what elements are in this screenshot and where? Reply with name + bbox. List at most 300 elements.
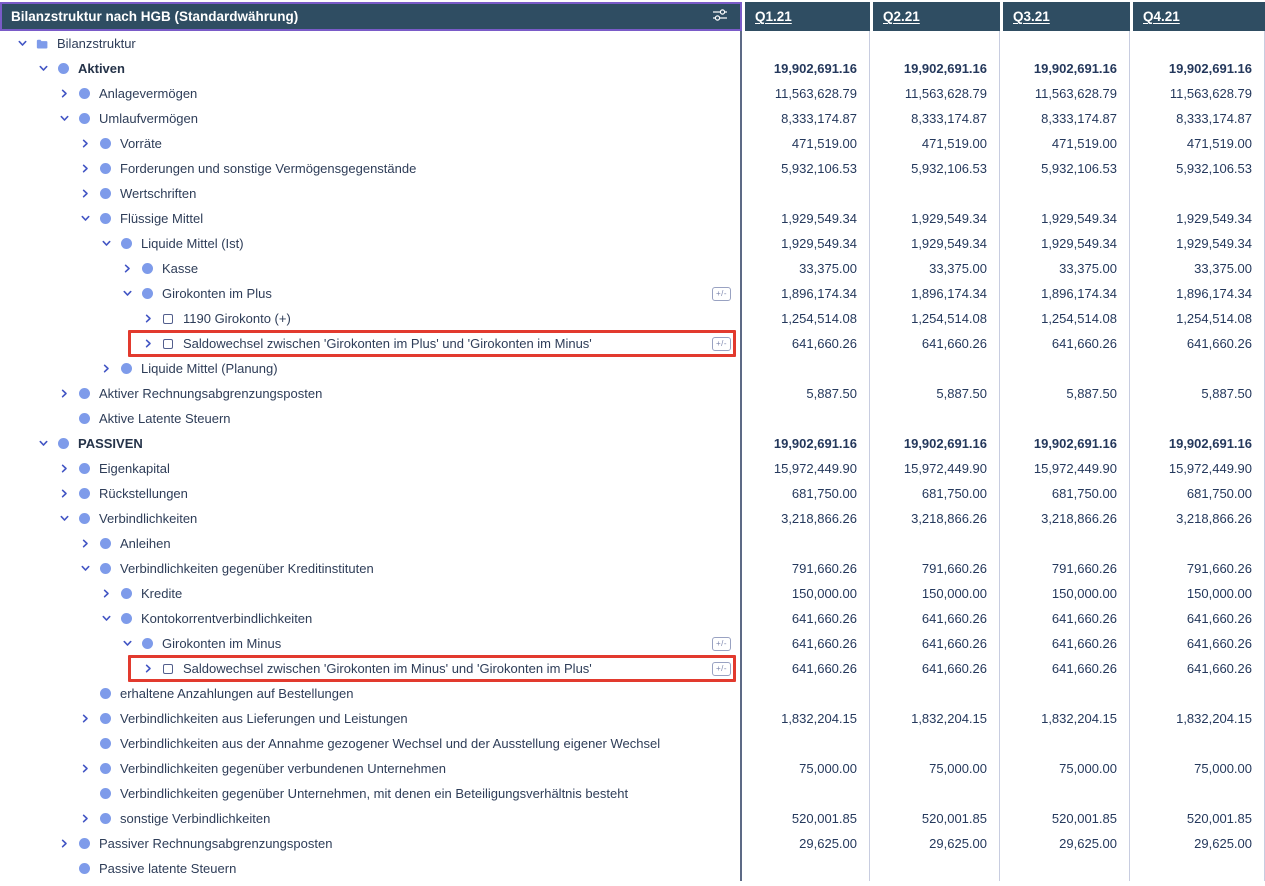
- tree-row: [0, 831, 1265, 856]
- balance-swap-badge[interactable]: +/-: [712, 287, 731, 301]
- node-icon: [78, 113, 90, 125]
- chevron-right-icon[interactable]: [57, 388, 71, 399]
- node-icon: [57, 63, 69, 75]
- value-cell-q3-21: 19,902,691.16: [1000, 56, 1130, 81]
- tree-node[interactable]: [0, 81, 742, 106]
- tree-row: [0, 531, 1265, 556]
- node-icon: [99, 788, 111, 800]
- tree-row: [0, 856, 1265, 881]
- tree-node[interactable]: [0, 156, 742, 181]
- value-cell-q4-21: [1130, 181, 1265, 206]
- value-cell-q3-21: 75,000.00: [1000, 756, 1130, 781]
- value-cell-q1-21: 19,902,691.16: [742, 431, 870, 456]
- value-cell-q1-21: 11,563,628.79: [742, 81, 870, 106]
- value-cell-q3-21: [1000, 181, 1130, 206]
- value-cell-q2-21: [870, 356, 1000, 381]
- value-cell-q2-21: 641,660.26: [870, 331, 1000, 356]
- tree-item-label: Verbindlichkeiten aus der Annahme gezogener Wechsel und der Ausstellung eigener Wechsel: [120, 736, 661, 751]
- tree-item-label: Verbindlichkeiten gegenüber Kreditinstituten: [120, 561, 374, 576]
- tree-row: [0, 806, 1265, 831]
- tree-node[interactable]: [0, 131, 742, 156]
- value-cell-q1-21: 1,929,549.34: [742, 231, 870, 256]
- node-icon: [78, 388, 90, 400]
- node-icon: [78, 863, 90, 875]
- value-cell-q4-21: 5,932,106.53: [1130, 156, 1265, 181]
- value-cell-q3-21: 641,660.26: [1000, 631, 1130, 656]
- value-cell-q2-21: [870, 781, 1000, 806]
- value-cell-q3-21: [1000, 856, 1130, 881]
- value-cell-q2-21: 11,563,628.79: [870, 81, 1000, 106]
- value-cell-q3-21: [1000, 31, 1130, 56]
- tree-row: [0, 756, 1265, 781]
- node-icon: [99, 738, 111, 750]
- value-cell-q1-21: [742, 781, 870, 806]
- node-icon: [99, 713, 111, 725]
- value-cell-q1-21: 19,902,691.16: [742, 56, 870, 81]
- value-cell-q3-21: 471,519.00: [1000, 131, 1130, 156]
- tree-node[interactable]: [0, 456, 742, 481]
- value-cell-q3-21: 150,000.00: [1000, 581, 1130, 606]
- tree-node[interactable]: [0, 481, 742, 506]
- node-icon: [78, 488, 90, 500]
- tree-item-label: Verbindlichkeiten: [99, 511, 198, 526]
- tree-node[interactable]: [0, 806, 742, 831]
- value-cell-q3-21: 15,972,449.90: [1000, 456, 1130, 481]
- value-cell-q2-21: 75,000.00: [870, 756, 1000, 781]
- value-cell-q4-21: 641,660.26: [1130, 631, 1265, 656]
- value-cell-q1-21: 791,660.26: [742, 556, 870, 581]
- node-icon: [141, 263, 153, 275]
- chevron-right-icon[interactable]: [78, 763, 92, 774]
- balance-swap-badge[interactable]: +/-: [712, 637, 731, 651]
- value-cell-q4-21: 1,929,549.34: [1130, 206, 1265, 231]
- value-cell-q2-21: 641,660.26: [870, 606, 1000, 631]
- tree-row: [0, 81, 1265, 106]
- value-cell-q4-21: 33,375.00: [1130, 256, 1265, 281]
- value-cell-q1-21: [742, 181, 870, 206]
- value-cell-q1-21: 33,375.00: [742, 256, 870, 281]
- value-cell-q3-21: [1000, 681, 1130, 706]
- node-icon: [99, 688, 111, 700]
- chevron-right-icon[interactable]: [78, 138, 92, 149]
- structure-title-cell[interactable]: [0, 2, 742, 31]
- value-cell-q1-21: 641,660.26: [742, 631, 870, 656]
- chevron-right-icon[interactable]: [141, 338, 155, 349]
- chevron-down-icon[interactable]: [99, 238, 113, 249]
- value-cell-q3-21: 1,929,549.34: [1000, 231, 1130, 256]
- value-cell-q3-21: 681,750.00: [1000, 481, 1130, 506]
- value-cell-q1-21: [742, 31, 870, 56]
- tree-node[interactable]: [0, 231, 742, 256]
- value-cell-q1-21: 75,000.00: [742, 756, 870, 781]
- page-title: Bilanzstruktur nach HGB (Standardwährung): [11, 9, 299, 24]
- tree-node[interactable]: [0, 656, 742, 681]
- tree-node[interactable]: [0, 256, 742, 281]
- tree-item-label: Vorräte: [120, 136, 162, 151]
- value-cell-q3-21: [1000, 356, 1130, 381]
- chevron-down-icon[interactable]: [57, 113, 71, 124]
- chevron-down-icon[interactable]: [36, 438, 50, 449]
- value-cell-q2-21: 791,660.26: [870, 556, 1000, 581]
- column-header-q4-21[interactable]: [1133, 2, 1265, 31]
- tree-node[interactable]: [0, 681, 742, 706]
- value-cell-q1-21: 15,972,449.90: [742, 456, 870, 481]
- chevron-right-icon[interactable]: [120, 263, 134, 274]
- value-cell-q3-21: 791,660.26: [1000, 556, 1130, 581]
- tree-row: [0, 206, 1265, 231]
- value-cell-q1-21: [742, 406, 870, 431]
- tree-item-label: Aktive Latente Steuern: [99, 411, 231, 426]
- node-icon: [120, 613, 132, 625]
- chevron-right-icon[interactable]: [57, 463, 71, 474]
- value-cell-q1-21: 5,887.50: [742, 381, 870, 406]
- chevron-spacer: [78, 788, 92, 799]
- value-cell-q2-21: [870, 181, 1000, 206]
- tree-item-label: 1190 Girokonto (+): [183, 311, 291, 326]
- value-cell-q4-21: [1130, 856, 1265, 881]
- value-cell-q2-21: 1,832,204.15: [870, 706, 1000, 731]
- node-icon: [141, 638, 153, 650]
- chevron-spacer: [57, 863, 71, 874]
- tree-row: [0, 631, 1265, 656]
- value-cell-q1-21: 471,519.00: [742, 131, 870, 156]
- node-icon: [99, 163, 111, 175]
- value-cell-q3-21: 29,625.00: [1000, 831, 1130, 856]
- value-cell-q1-21: 150,000.00: [742, 581, 870, 606]
- value-cell-q2-21: 19,902,691.16: [870, 56, 1000, 81]
- chevron-down-icon[interactable]: [120, 638, 134, 649]
- tree-item-label: PASSIVEN: [78, 436, 143, 451]
- value-cell-q3-21: [1000, 531, 1130, 556]
- tree-row: [0, 506, 1265, 531]
- node-icon: [99, 188, 111, 200]
- tree-row: [0, 656, 1265, 681]
- value-cell-q4-21: 641,660.26: [1130, 331, 1265, 356]
- tree-row: [0, 156, 1265, 181]
- tree-item-label: Saldowechsel zwischen 'Girokonten im Plus' und 'Girokonten im Minus': [183, 336, 592, 351]
- value-cell-q1-21: 1,896,174.34: [742, 281, 870, 306]
- chevron-spacer: [57, 413, 71, 424]
- value-cell-q2-21: 5,887.50: [870, 381, 1000, 406]
- node-icon: [57, 438, 69, 450]
- column-header-label: Q4.21: [1143, 9, 1180, 24]
- column-header-label: Q3.21: [1013, 9, 1050, 24]
- tree-row: [0, 231, 1265, 256]
- node-icon: [78, 88, 90, 100]
- tree-node[interactable]: [0, 706, 742, 731]
- grid-header: [0, 2, 1265, 31]
- value-cell-q4-21: 1,254,514.08: [1130, 306, 1265, 331]
- node-icon: [99, 213, 111, 225]
- value-cell-q3-21: 19,902,691.16: [1000, 431, 1130, 456]
- tree-item-label: Girokonten im Plus: [162, 286, 272, 301]
- value-cell-q2-21: [870, 731, 1000, 756]
- tree-node[interactable]: [0, 306, 742, 331]
- tree-item-label: Kredite: [141, 586, 183, 601]
- value-cell-q4-21: 75,000.00: [1130, 756, 1265, 781]
- tree-node[interactable]: [0, 106, 742, 131]
- chevron-down-icon[interactable]: [78, 213, 92, 224]
- tree-row: [0, 256, 1265, 281]
- chevron-right-icon[interactable]: [99, 363, 113, 374]
- tree-item-label: Verbindlichkeiten gegenüber verbundenen Unternehmen: [120, 761, 446, 776]
- tree-item-label: Verbindlichkeiten aus Lieferungen und Leistungen: [120, 711, 408, 726]
- column-header-label: Q2.21: [883, 9, 920, 24]
- tree-node[interactable]: [0, 581, 742, 606]
- value-cell-q2-21: 5,932,106.53: [870, 156, 1000, 181]
- tree-item-label: Passive latente Steuern: [99, 861, 237, 876]
- node-icon: [120, 238, 132, 250]
- value-cell-q2-21: 8,333,174.87: [870, 106, 1000, 131]
- tree-node[interactable]: [0, 831, 742, 856]
- tree-item-label: Verbindlichkeiten gegenüber Unternehmen, mit denen ein Beteiligungsverhältnis besteht: [120, 786, 629, 801]
- tree-node[interactable]: [0, 631, 742, 656]
- value-cell-q2-21: 681,750.00: [870, 481, 1000, 506]
- tree-row: [0, 106, 1265, 131]
- value-cell-q4-21: [1130, 781, 1265, 806]
- node-icon: [99, 813, 111, 825]
- tree-node[interactable]: [0, 331, 742, 356]
- value-cell-q1-21: 641,660.26: [742, 331, 870, 356]
- value-cell-q2-21: 1,254,514.08: [870, 306, 1000, 331]
- tree-node[interactable]: [0, 856, 742, 881]
- tree-item-label: Liquide Mittel (Planung): [141, 361, 278, 376]
- value-cell-q4-21: [1130, 406, 1265, 431]
- value-cell-q4-21: 641,660.26: [1130, 656, 1265, 681]
- value-cell-q4-21: 19,902,691.16: [1130, 431, 1265, 456]
- column-header-q2-21[interactable]: [873, 2, 1000, 31]
- node-icon: [99, 763, 111, 775]
- value-cell-q2-21: 520,001.85: [870, 806, 1000, 831]
- tree-row: [0, 606, 1265, 631]
- value-cell-q3-21: [1000, 781, 1130, 806]
- balance-sheet-tree: [0, 31, 1265, 881]
- chevron-right-icon[interactable]: [78, 188, 92, 199]
- value-cell-q4-21: 15,972,449.90: [1130, 456, 1265, 481]
- node-icon: [78, 413, 90, 425]
- tree-row: [0, 456, 1265, 481]
- value-cell-q4-21: 3,218,866.26: [1130, 506, 1265, 531]
- tree-item-label: Anlagevermögen: [99, 86, 198, 101]
- node-icon: [141, 288, 153, 300]
- tree-node[interactable]: [0, 506, 742, 531]
- value-cell-q1-21: 681,750.00: [742, 481, 870, 506]
- tree-row: [0, 381, 1265, 406]
- value-cell-q1-21: 1,254,514.08: [742, 306, 870, 331]
- value-cell-q3-21: 5,932,106.53: [1000, 156, 1130, 181]
- tree-item-label: Flüssige Mittel: [120, 211, 204, 226]
- value-cell-q1-21: [742, 856, 870, 881]
- value-cell-q4-21: 791,660.26: [1130, 556, 1265, 581]
- tree-node[interactable]: [0, 56, 742, 81]
- tree-item-label: Rückstellungen: [99, 486, 188, 501]
- value-cell-q1-21: 5,932,106.53: [742, 156, 870, 181]
- value-cell-q4-21: 471,519.00: [1130, 131, 1265, 156]
- chevron-right-icon[interactable]: [57, 488, 71, 499]
- value-cell-q4-21: [1130, 731, 1265, 756]
- node-icon: [78, 513, 90, 525]
- tree-row: [0, 356, 1265, 381]
- value-cell-q4-21: 11,563,628.79: [1130, 81, 1265, 106]
- tree-item-label: Eigenkapital: [99, 461, 170, 476]
- node-icon: [120, 363, 132, 375]
- chevron-spacer: [78, 688, 92, 699]
- value-cell-q2-21: 1,929,549.34: [870, 206, 1000, 231]
- chevron-down-icon[interactable]: [78, 563, 92, 574]
- tree-row: [0, 581, 1265, 606]
- chevron-down-icon[interactable]: [57, 513, 71, 524]
- value-cell-q1-21: 29,625.00: [742, 831, 870, 856]
- tree-item-label: Wertschriften: [120, 186, 197, 201]
- value-cell-q4-21: 641,660.26: [1130, 606, 1265, 631]
- value-cell-q1-21: 520,001.85: [742, 806, 870, 831]
- value-cell-q4-21: 150,000.00: [1130, 581, 1265, 606]
- chevron-spacer: [78, 738, 92, 749]
- tree-row: [0, 431, 1265, 456]
- column-settings-button[interactable]: [708, 7, 732, 26]
- tree-row: [0, 481, 1265, 506]
- tree-item-label: Forderungen und sonstige Vermögensgegenstände: [120, 161, 417, 176]
- tree-item-label: erhaltene Anzahlungen auf Bestellungen: [120, 686, 354, 701]
- balance-swap-badge[interactable]: +/-: [712, 337, 731, 351]
- value-cell-q3-21: 11,563,628.79: [1000, 81, 1130, 106]
- column-header-label: Q1.21: [755, 9, 792, 24]
- value-cell-q2-21: 1,896,174.34: [870, 281, 1000, 306]
- tree-row: [0, 181, 1265, 206]
- tree-item-label: Liquide Mittel (Ist): [141, 236, 244, 251]
- value-cell-q4-21: [1130, 681, 1265, 706]
- tree-row: [0, 31, 1265, 56]
- value-cell-q1-21: 3,218,866.26: [742, 506, 870, 531]
- chevron-down-icon[interactable]: [36, 63, 50, 74]
- value-cell-q3-21: 1,929,549.34: [1000, 206, 1130, 231]
- tree-item-label: sonstige Verbindlichkeiten: [120, 811, 271, 826]
- tree-node[interactable]: [0, 381, 742, 406]
- tree-row: [0, 706, 1265, 731]
- value-cell-q4-21: 29,625.00: [1130, 831, 1265, 856]
- chevron-right-icon[interactable]: [78, 538, 92, 549]
- chevron-right-icon[interactable]: [141, 313, 155, 324]
- column-header-q3-21[interactable]: [1003, 2, 1130, 31]
- tree-row: [0, 406, 1265, 431]
- tree-node[interactable]: [0, 756, 742, 781]
- account-icon: [162, 338, 174, 350]
- chevron-right-icon[interactable]: [78, 713, 92, 724]
- tree-row: [0, 731, 1265, 756]
- account-icon: [162, 663, 174, 675]
- value-cell-q3-21: [1000, 731, 1130, 756]
- value-cell-q3-21: 5,887.50: [1000, 381, 1130, 406]
- value-cell-q2-21: 471,519.00: [870, 131, 1000, 156]
- value-cell-q3-21: [1000, 406, 1130, 431]
- balance-swap-badge[interactable]: +/-: [712, 662, 731, 676]
- tree-node[interactable]: [0, 781, 742, 806]
- value-cell-q2-21: 33,375.00: [870, 256, 1000, 281]
- value-cell-q1-21: [742, 356, 870, 381]
- value-cell-q4-21: 681,750.00: [1130, 481, 1265, 506]
- column-header-q1-21[interactable]: [745, 2, 870, 31]
- value-cell-q4-21: [1130, 31, 1265, 56]
- tree-node[interactable]: [0, 181, 742, 206]
- value-cell-q1-21: 1,832,204.15: [742, 706, 870, 731]
- chevron-right-icon[interactable]: [99, 588, 113, 599]
- value-cell-q4-21: 5,887.50: [1130, 381, 1265, 406]
- chevron-right-icon[interactable]: [57, 838, 71, 849]
- chevron-right-icon[interactable]: [57, 88, 71, 99]
- value-cell-q1-21: [742, 731, 870, 756]
- tree-row: [0, 331, 1265, 356]
- value-cell-q2-21: 641,660.26: [870, 656, 1000, 681]
- chevron-right-icon[interactable]: [141, 663, 155, 674]
- value-cell-q3-21: 3,218,866.26: [1000, 506, 1130, 531]
- chevron-down-icon[interactable]: [15, 38, 29, 49]
- value-cell-q2-21: [870, 681, 1000, 706]
- value-cell-q4-21: 8,333,174.87: [1130, 106, 1265, 131]
- value-cell-q2-21: [870, 406, 1000, 431]
- node-icon: [120, 588, 132, 600]
- value-cell-q2-21: 15,972,449.90: [870, 456, 1000, 481]
- tree-node[interactable]: [0, 406, 742, 431]
- chevron-down-icon[interactable]: [120, 288, 134, 299]
- value-cell-q2-21: 29,625.00: [870, 831, 1000, 856]
- value-cell-q1-21: 1,929,549.34: [742, 206, 870, 231]
- value-cell-q3-21: 641,660.26: [1000, 656, 1130, 681]
- tree-item-label: Aktiver Rechnungsabgrenzungsposten: [99, 386, 323, 401]
- value-cell-q4-21: 1,896,174.34: [1130, 281, 1265, 306]
- chevron-down-icon[interactable]: [99, 613, 113, 624]
- tree-row: [0, 681, 1265, 706]
- value-cell-q4-21: 1,929,549.34: [1130, 231, 1265, 256]
- value-cell-q2-21: 641,660.26: [870, 631, 1000, 656]
- value-cell-q4-21: 1,832,204.15: [1130, 706, 1265, 731]
- sliders-icon: [710, 7, 730, 26]
- chevron-right-icon[interactable]: [78, 813, 92, 824]
- value-cell-q3-21: 520,001.85: [1000, 806, 1130, 831]
- folder-icon: [36, 38, 48, 50]
- value-cell-q3-21: 8,333,174.87: [1000, 106, 1130, 131]
- value-cell-q2-21: 3,218,866.26: [870, 506, 1000, 531]
- tree-node[interactable]: [0, 606, 742, 631]
- tree-node[interactable]: [0, 556, 742, 581]
- tree-row: [0, 556, 1265, 581]
- node-icon: [99, 563, 111, 575]
- value-cell-q2-21: 19,902,691.16: [870, 431, 1000, 456]
- tree-item-label: Kasse: [162, 261, 199, 276]
- tree-node[interactable]: [0, 431, 742, 456]
- tree-item-label: Aktiven: [78, 61, 125, 76]
- tree-node[interactable]: [0, 206, 742, 231]
- value-cell-q4-21: 19,902,691.16: [1130, 56, 1265, 81]
- chevron-right-icon[interactable]: [78, 163, 92, 174]
- tree-node[interactable]: [0, 356, 742, 381]
- tree-row: [0, 781, 1265, 806]
- value-cell-q4-21: [1130, 531, 1265, 556]
- value-cell-q2-21: 1,929,549.34: [870, 231, 1000, 256]
- value-cell-q1-21: 641,660.26: [742, 656, 870, 681]
- value-cell-q2-21: 150,000.00: [870, 581, 1000, 606]
- tree-node[interactable]: [0, 531, 742, 556]
- tree-item-label: Umlaufvermögen: [99, 111, 198, 126]
- value-cell-q1-21: [742, 531, 870, 556]
- tree-node[interactable]: [0, 281, 742, 306]
- node-icon: [78, 838, 90, 850]
- tree-item-label: Saldowechsel zwischen 'Girokonten im Minus' und 'Girokonten im Plus': [183, 661, 592, 676]
- tree-node[interactable]: [0, 731, 742, 756]
- tree-node[interactable]: [0, 31, 742, 56]
- tree-item-label: Passiver Rechnungsabgrenzungsposten: [99, 836, 333, 851]
- value-cell-q3-21: 33,375.00: [1000, 256, 1130, 281]
- node-icon: [99, 138, 111, 150]
